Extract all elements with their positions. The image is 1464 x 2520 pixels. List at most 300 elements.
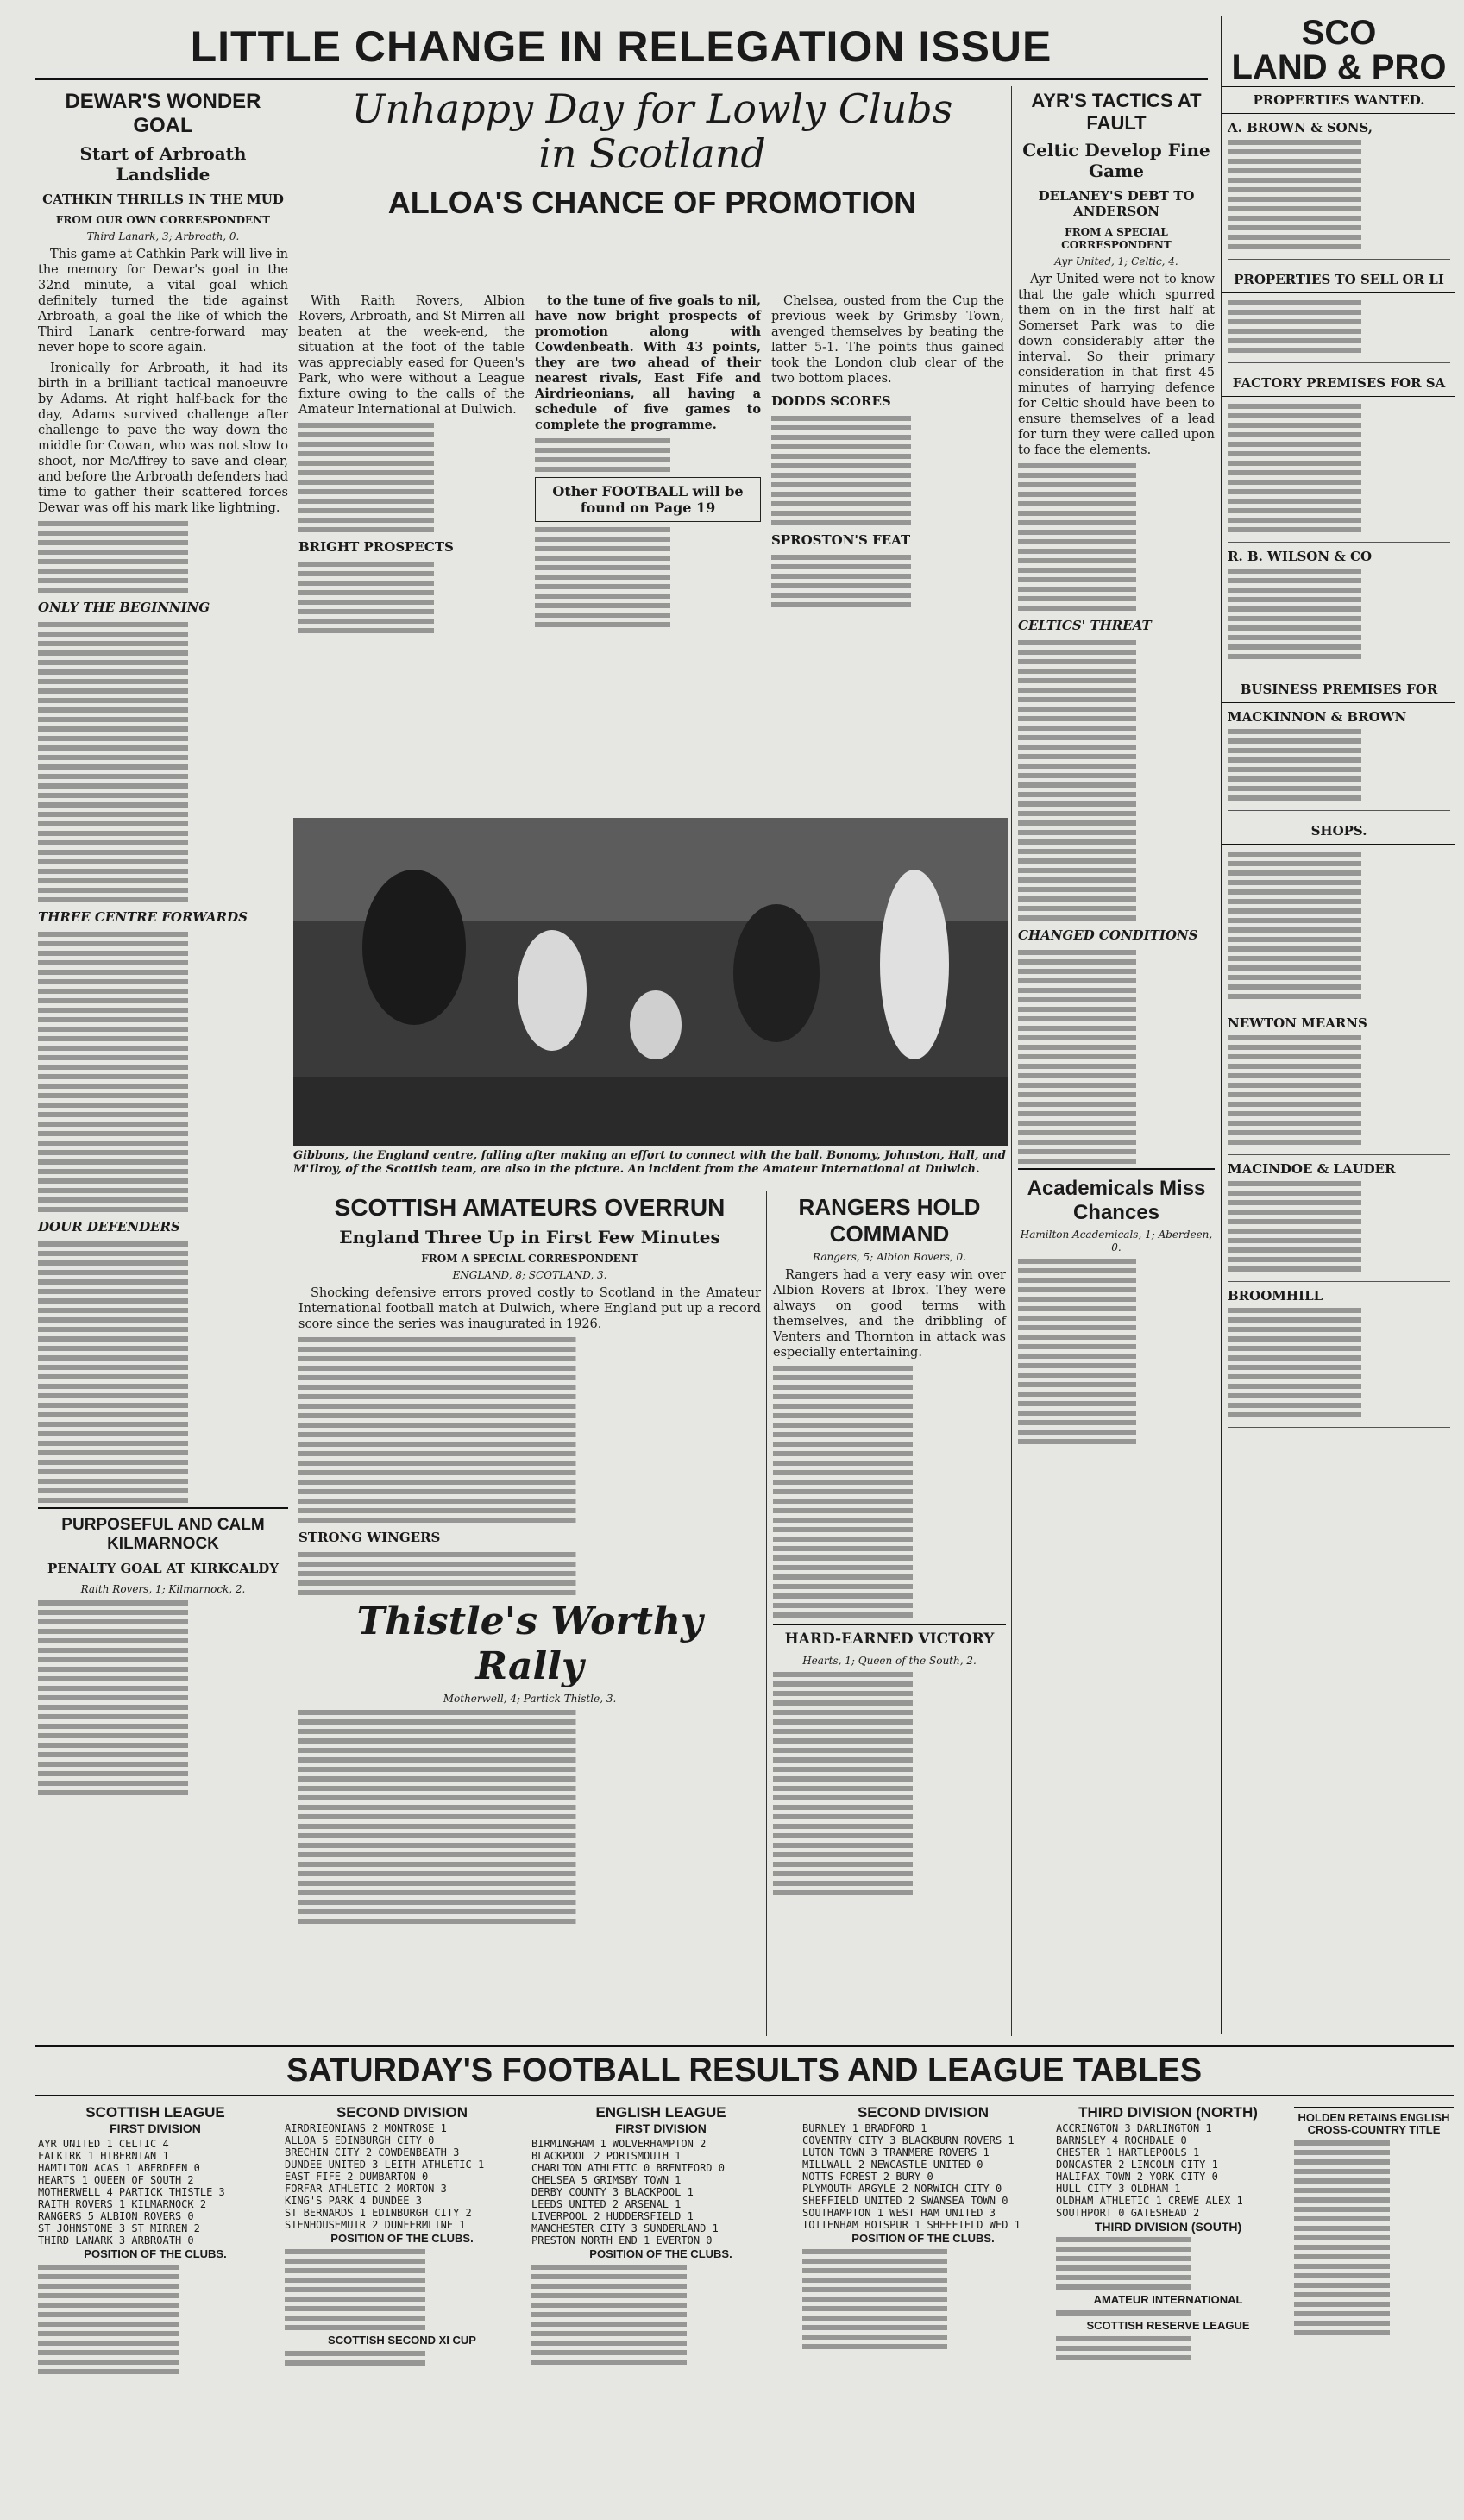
text-line bbox=[1018, 773, 1215, 778]
ads-section-factory: FACTORY PREMISES FOR SA bbox=[1222, 370, 1455, 397]
text-line bbox=[38, 1150, 288, 1155]
results-subheading: AMATEUR INTERNATIONAL bbox=[1093, 2293, 1243, 2306]
text-line bbox=[1228, 927, 1450, 933]
article-paragraph: Shocking defensive errors proved costly to Scotland in the Amateur International football match at Dulwich, where England put up a record score since the series was inaugurated in 1926. bbox=[298, 1286, 761, 1331]
text-line bbox=[38, 1188, 288, 1193]
text-line bbox=[38, 521, 288, 526]
center-lower-a bbox=[298, 1191, 761, 1928]
text-line bbox=[38, 1336, 288, 1342]
text-line bbox=[298, 442, 525, 447]
text-line bbox=[38, 888, 288, 893]
photo-caption: Gibbons, the England centre, falling after making an effort to connect with the ball. Bonomy, Johnston, Hall, and M'Ilroy, of the Scottish team, are also in the picture. An incident from the Amateur International at Dulwich. bbox=[293, 1149, 1006, 1176]
text-line bbox=[38, 1752, 288, 1757]
text-line bbox=[298, 1824, 761, 1829]
text-line bbox=[773, 1394, 1006, 1399]
text-line bbox=[1228, 140, 1450, 145]
text-line bbox=[298, 1814, 761, 1819]
text-line bbox=[38, 1374, 288, 1379]
text-line bbox=[38, 2265, 273, 2270]
text-line bbox=[38, 1084, 288, 1089]
results-heading: SECOND DIVISION bbox=[336, 2104, 468, 2121]
text-line bbox=[38, 1289, 288, 1294]
text-line bbox=[773, 1375, 1006, 1380]
text-line bbox=[38, 2274, 273, 2279]
text-line bbox=[1228, 442, 1450, 447]
text-line bbox=[298, 1499, 761, 1504]
text-line bbox=[38, 1412, 288, 1417]
match-photo bbox=[293, 818, 1008, 1146]
article-headline: PURPOSEFUL AND CALM KILMARNOCK bbox=[38, 1507, 288, 1554]
text-line bbox=[1228, 1257, 1450, 1262]
text-line bbox=[1018, 669, 1215, 674]
result-row: PLYMOUTH ARGYLE 2 NORWICH CITY 0 bbox=[802, 2183, 1002, 2195]
byline: FROM A SPECIAL CORRESPONDENT bbox=[1061, 226, 1172, 251]
text-line bbox=[38, 578, 288, 583]
text-line bbox=[1018, 1335, 1215, 1340]
text-line bbox=[298, 499, 525, 504]
result-row: TOTTENHAM HOTSPUR 1 SHEFFIELD WED 1 bbox=[802, 2219, 1021, 2231]
article-headline: SCOTTISH AMATEURS OVERRUN bbox=[334, 1194, 726, 1221]
text-line bbox=[38, 1498, 288, 1503]
text-line bbox=[38, 1619, 288, 1624]
text-line bbox=[1018, 463, 1215, 468]
text-line bbox=[1228, 470, 1450, 475]
text-line bbox=[771, 511, 1004, 516]
result-row: SOUTHPORT 0 GATESHEAD 2 bbox=[1056, 2207, 1200, 2219]
text-line bbox=[38, 932, 288, 937]
text-line bbox=[1018, 678, 1215, 683]
text-line bbox=[38, 951, 288, 956]
text-line bbox=[802, 2278, 1044, 2283]
article-paragraph: Rangers had a very easy win over Albion Rovers at Ibrox. They were always on good terms with themselves, and the dribbling of Venters and Thornton in attack was especially entertaining. bbox=[773, 1268, 1006, 1360]
text-line bbox=[1018, 568, 1215, 573]
text-line bbox=[1018, 1287, 1215, 1292]
text-line bbox=[1228, 499, 1450, 504]
text-line bbox=[773, 1442, 1006, 1447]
text-line bbox=[1018, 1430, 1215, 1435]
results-subheading: SCOTTISH SECOND XI CUP bbox=[328, 2334, 476, 2347]
text-line bbox=[298, 1552, 761, 1557]
text-line bbox=[38, 707, 288, 713]
text-line bbox=[38, 1638, 288, 1643]
text-line bbox=[535, 613, 761, 618]
result-row: BRECHIN CITY 2 COWDENBEATH 3 bbox=[285, 2146, 460, 2159]
text-line bbox=[1228, 616, 1450, 621]
result-row: CHARLTON ATHLETIC 0 BRENTFORD 0 bbox=[531, 2162, 725, 2174]
text-line bbox=[1228, 451, 1450, 456]
text-line bbox=[298, 1518, 761, 1523]
text-line bbox=[38, 1197, 288, 1203]
result-row: KING'S PARK 4 DUNDEE 3 bbox=[285, 2195, 422, 2207]
text-line bbox=[1228, 149, 1450, 154]
text-line bbox=[1018, 1297, 1215, 1302]
text-line bbox=[1228, 1412, 1450, 1417]
text-line bbox=[802, 2287, 1044, 2292]
text-line bbox=[38, 998, 288, 1003]
text-line bbox=[1018, 1278, 1215, 1283]
text-line bbox=[1228, 1083, 1450, 1088]
text-line bbox=[1228, 1111, 1450, 1116]
text-line bbox=[1018, 1007, 1215, 1012]
results-heading: SECOND DIVISION bbox=[857, 2104, 990, 2121]
article-paragraph: to the tune of five goals to nil, have now bright prospects of promotion along with Cowdenbeath. With 43 points, they are two ahead of their nearest rivals, East Fife and Airdrieonians, all having a schedule of five games to complete the programme. bbox=[535, 293, 761, 432]
text-line bbox=[535, 584, 761, 589]
text-line bbox=[771, 602, 1004, 607]
text-line bbox=[1018, 549, 1215, 554]
text-line bbox=[38, 1112, 288, 1117]
text-line bbox=[1228, 597, 1450, 602]
text-line bbox=[1018, 482, 1215, 487]
text-line bbox=[38, 540, 288, 545]
text-line bbox=[1228, 588, 1450, 593]
text-line bbox=[1228, 1130, 1450, 1135]
section-heading: BRIGHT PROSPECTS bbox=[298, 539, 454, 555]
text-line bbox=[1018, 782, 1215, 788]
text-line bbox=[1056, 2256, 1280, 2261]
text-line bbox=[773, 1574, 1006, 1580]
text-line bbox=[1018, 906, 1215, 911]
text-line bbox=[298, 1738, 761, 1744]
result-row: AYR UNITED 1 CELTIC 4 bbox=[38, 2138, 169, 2150]
text-line bbox=[1228, 319, 1450, 324]
text-line bbox=[1228, 786, 1450, 791]
result-row: BURNLEY 1 BRADFORD 1 bbox=[802, 2122, 927, 2134]
deck-headline bbox=[298, 86, 1006, 176]
text-line bbox=[1018, 716, 1215, 721]
text-line bbox=[771, 463, 1004, 468]
text-line bbox=[298, 1442, 761, 1447]
text-line bbox=[773, 1366, 1006, 1371]
text-line bbox=[38, 569, 288, 574]
text-line bbox=[1294, 2283, 1454, 2288]
score-line: Third Lanark, 3; Arbroath, 0. bbox=[86, 230, 240, 242]
text-line bbox=[771, 593, 1004, 598]
text-line bbox=[1228, 1355, 1450, 1361]
text-line bbox=[1018, 596, 1215, 601]
text-line bbox=[38, 859, 288, 864]
text-line bbox=[1018, 868, 1215, 873]
result-row: OLDHAM ATHLETIC 1 CREWE ALEX 1 bbox=[1056, 2195, 1243, 2207]
text-line bbox=[298, 1375, 761, 1380]
text-line bbox=[285, 2278, 519, 2283]
text-line bbox=[771, 435, 1004, 440]
text-line bbox=[38, 840, 288, 845]
text-line bbox=[38, 736, 288, 741]
text-line bbox=[1018, 820, 1215, 826]
text-line bbox=[1056, 2265, 1280, 2271]
text-line bbox=[802, 2325, 1044, 2330]
text-line bbox=[1228, 1035, 1450, 1040]
article-headline: DEWAR'S WONDER GOAL bbox=[65, 90, 261, 137]
text-line bbox=[1228, 216, 1450, 221]
text-line bbox=[38, 2284, 273, 2289]
text-line bbox=[1228, 767, 1450, 772]
text-line bbox=[1018, 1045, 1215, 1050]
text-line bbox=[1018, 492, 1215, 497]
column-rule bbox=[1011, 86, 1012, 2036]
text-line bbox=[773, 1691, 1006, 1696]
text-line bbox=[38, 1365, 288, 1370]
text-line bbox=[38, 1241, 288, 1247]
text-line bbox=[773, 1612, 1006, 1618]
text-line bbox=[535, 438, 761, 443]
article-headline: Thistle's Worthy Rally bbox=[356, 1599, 703, 1688]
text-line bbox=[802, 2249, 1044, 2254]
text-line bbox=[1228, 1210, 1450, 1215]
ad-firm: R. B. WILSON & CO bbox=[1228, 549, 1373, 564]
text-line bbox=[773, 1719, 1006, 1725]
text-line bbox=[1018, 1363, 1215, 1368]
text-line bbox=[38, 531, 288, 536]
text-line bbox=[773, 1593, 1006, 1599]
text-line bbox=[1228, 578, 1450, 583]
text-line bbox=[1228, 795, 1450, 801]
text-line bbox=[1228, 654, 1450, 659]
text-line bbox=[1018, 650, 1215, 655]
result-row: MILLWALL 2 NEWCASTLE UNITED 0 bbox=[802, 2159, 983, 2171]
text-line bbox=[38, 1207, 288, 1212]
text-line bbox=[298, 1470, 761, 1475]
text-line bbox=[298, 1480, 761, 1485]
text-line bbox=[298, 1394, 761, 1399]
text-line bbox=[1018, 978, 1215, 983]
article-headline: RANGERS HOLD COMMAND bbox=[798, 1194, 981, 1247]
deck-line2: in Scotland bbox=[538, 130, 766, 177]
text-line bbox=[298, 1710, 761, 1715]
text-line bbox=[535, 546, 761, 551]
text-line bbox=[773, 1508, 1006, 1513]
text-line bbox=[773, 1738, 1006, 1744]
text-line bbox=[1228, 965, 1450, 971]
ad-box bbox=[1228, 1289, 1450, 1428]
text-line bbox=[771, 473, 1004, 478]
text-line bbox=[1228, 480, 1450, 485]
text-line bbox=[1018, 1083, 1215, 1088]
text-line bbox=[38, 774, 288, 779]
text-line bbox=[298, 1337, 761, 1342]
text-line bbox=[1228, 413, 1450, 418]
text-line bbox=[298, 1413, 761, 1418]
text-line bbox=[1294, 2169, 1454, 2174]
text-line bbox=[773, 1584, 1006, 1589]
result-row: THIRD LANARK 3 ARBROATH 0 bbox=[38, 2234, 194, 2247]
text-line bbox=[1018, 792, 1215, 797]
text-line bbox=[298, 1919, 761, 1924]
text-line bbox=[773, 1385, 1006, 1390]
text-line bbox=[38, 1036, 288, 1041]
text-line bbox=[1018, 659, 1215, 664]
text-line bbox=[1018, 849, 1215, 854]
text-line bbox=[1228, 1191, 1450, 1196]
text-line bbox=[1018, 473, 1215, 478]
text-line bbox=[38, 1317, 288, 1323]
result-row: MANCHESTER CITY 3 SUNDERLAND 1 bbox=[531, 2222, 719, 2234]
text-line bbox=[1294, 2273, 1454, 2278]
article-paragraph: Ayr United were not to know that the gale which spurred them on in the first half at Somerset Park was to die down considerably after the interval. So their primary consideration in that first 45 minutes of harrying defence for Celtic should have been to ensure themselves of a lead for turn they were called upon to face the elements. bbox=[1018, 273, 1215, 457]
text-line bbox=[38, 698, 288, 703]
section-heading: CELTICS' THREAT bbox=[1018, 618, 1152, 633]
text-line bbox=[298, 1571, 761, 1576]
text-line bbox=[38, 1279, 288, 1285]
text-line bbox=[38, 1771, 288, 1776]
text-line bbox=[1018, 1392, 1215, 1397]
text-line bbox=[771, 454, 1004, 459]
text-line bbox=[38, 1074, 288, 1079]
text-line bbox=[1228, 206, 1450, 211]
text-line bbox=[1228, 1045, 1450, 1050]
text-line bbox=[38, 679, 288, 684]
text-line bbox=[1228, 461, 1450, 466]
text-line bbox=[1228, 225, 1450, 230]
text-line bbox=[773, 1786, 1006, 1791]
text-line bbox=[1228, 1317, 1450, 1323]
article-subhead: Start of Arbroath Landslide bbox=[79, 143, 247, 185]
text-line bbox=[38, 897, 288, 902]
text-line bbox=[298, 1786, 761, 1791]
text-line bbox=[535, 622, 761, 627]
text-line bbox=[773, 1748, 1006, 1753]
text-line bbox=[38, 1046, 288, 1051]
text-line bbox=[1294, 2197, 1454, 2203]
text-line bbox=[1228, 244, 1450, 249]
text-line bbox=[773, 1795, 1006, 1800]
section-heading: SPROSTON'S FEAT bbox=[771, 532, 911, 548]
text-line bbox=[1294, 2235, 1454, 2240]
text-line bbox=[1228, 310, 1450, 315]
text-line bbox=[1228, 1327, 1450, 1332]
text-line bbox=[1228, 899, 1450, 904]
text-line bbox=[298, 527, 525, 532]
text-line bbox=[38, 1790, 288, 1795]
text-line bbox=[771, 492, 1004, 497]
text-line bbox=[298, 1562, 761, 1567]
result-row: EAST FIFE 2 DUMBARTON 0 bbox=[285, 2171, 429, 2183]
text-line bbox=[771, 444, 1004, 449]
text-line bbox=[1294, 2216, 1454, 2221]
text-line bbox=[298, 1404, 761, 1409]
text-line bbox=[1018, 1325, 1215, 1330]
text-line bbox=[38, 1169, 288, 1174]
text-line bbox=[531, 2341, 790, 2346]
text-line bbox=[1228, 1393, 1450, 1398]
text-line bbox=[38, 717, 288, 722]
text-line bbox=[1018, 896, 1215, 902]
text-line bbox=[38, 1676, 288, 1681]
section-heading: THREE CENTRE FORWARDS bbox=[38, 909, 248, 925]
text-line bbox=[773, 1565, 1006, 1570]
text-line bbox=[1228, 776, 1450, 782]
text-line bbox=[1228, 235, 1450, 240]
text-line bbox=[298, 518, 525, 523]
text-line bbox=[38, 1657, 288, 1662]
text-line bbox=[38, 878, 288, 883]
text-line bbox=[1018, 707, 1215, 712]
text-line bbox=[1228, 956, 1450, 961]
text-line bbox=[1228, 1200, 1450, 1205]
column-left bbox=[38, 86, 288, 1800]
text-line bbox=[38, 641, 288, 646]
text-line bbox=[1228, 1102, 1450, 1107]
text-line bbox=[1018, 1259, 1215, 1264]
text-line bbox=[298, 1900, 761, 1905]
text-line bbox=[285, 2360, 519, 2366]
text-line bbox=[298, 1833, 761, 1838]
text-line bbox=[38, 632, 288, 637]
text-line bbox=[535, 603, 761, 608]
text-line bbox=[1056, 2346, 1280, 2351]
text-line bbox=[1228, 757, 1450, 763]
ad-box bbox=[1228, 404, 1450, 543]
text-line bbox=[298, 1461, 761, 1466]
text-line bbox=[1018, 858, 1215, 864]
ad-firm: NEWTON MEARNS bbox=[1228, 1015, 1367, 1031]
ads-title-line1: SCO bbox=[1301, 14, 1377, 52]
text-line bbox=[1018, 735, 1215, 740]
section-heading: CHANGED CONDITIONS bbox=[1018, 927, 1198, 943]
text-line bbox=[1294, 2330, 1454, 2335]
photo-graphic bbox=[293, 818, 1008, 1146]
text-line bbox=[38, 2331, 273, 2336]
text-line bbox=[38, 559, 288, 564]
text-line bbox=[38, 1384, 288, 1389]
text-line bbox=[1018, 1268, 1215, 1273]
text-line bbox=[1018, 1420, 1215, 1425]
text-line bbox=[1018, 1016, 1215, 1021]
text-line bbox=[771, 564, 1004, 569]
text-line bbox=[298, 619, 525, 624]
text-line bbox=[1228, 975, 1450, 980]
text-line bbox=[1228, 889, 1450, 895]
text-line bbox=[38, 793, 288, 798]
text-line bbox=[38, 2293, 273, 2298]
results-subheading: POSITION OF THE CLUBS. bbox=[330, 2232, 474, 2245]
text-line bbox=[38, 2369, 273, 2374]
text-line bbox=[298, 480, 525, 485]
article-subhead: HARD-EARNED VICTORY bbox=[773, 1624, 1006, 1648]
text-line bbox=[38, 2322, 273, 2327]
ads-title bbox=[1222, 16, 1455, 87]
text-line bbox=[1294, 2150, 1454, 2155]
text-line bbox=[1018, 1159, 1215, 1164]
text-line bbox=[38, 1743, 288, 1748]
text-line bbox=[535, 594, 761, 599]
banner-headline: LITTLE CHANGE IN RELEGATION ISSUE bbox=[35, 16, 1208, 80]
text-line bbox=[38, 1122, 288, 1127]
text-line bbox=[1228, 1247, 1450, 1253]
result-row: BLACKPOOL 2 PORTSMOUTH 1 bbox=[531, 2150, 682, 2162]
text-line bbox=[38, 1469, 288, 1474]
text-line bbox=[1228, 338, 1450, 343]
text-line bbox=[1228, 432, 1450, 437]
text-line bbox=[298, 1719, 761, 1725]
results-subheading: THIRD DIVISION (SOUTH) bbox=[1094, 2220, 1242, 2234]
deck-line1: Unhappy Day for Lowly Clubs bbox=[351, 85, 953, 132]
ads-section-wanted: PROPERTIES WANTED. bbox=[1222, 87, 1455, 114]
text-line bbox=[298, 1890, 761, 1895]
text-line bbox=[1294, 2311, 1454, 2316]
text-line bbox=[38, 1251, 288, 1256]
text-line bbox=[298, 1385, 761, 1390]
results-heading: ENGLISH LEAGUE bbox=[595, 2104, 726, 2121]
text-line bbox=[773, 1814, 1006, 1819]
text-line bbox=[773, 1824, 1006, 1829]
score-line: Motherwell, 4; Partick Thistle, 3. bbox=[443, 1693, 617, 1705]
text-line bbox=[298, 1909, 761, 1914]
text-line bbox=[1228, 635, 1450, 640]
text-line bbox=[531, 2284, 790, 2289]
result-row: PRESTON NORTH END 1 EVERTON 0 bbox=[531, 2234, 713, 2247]
text-line bbox=[38, 1260, 288, 1266]
